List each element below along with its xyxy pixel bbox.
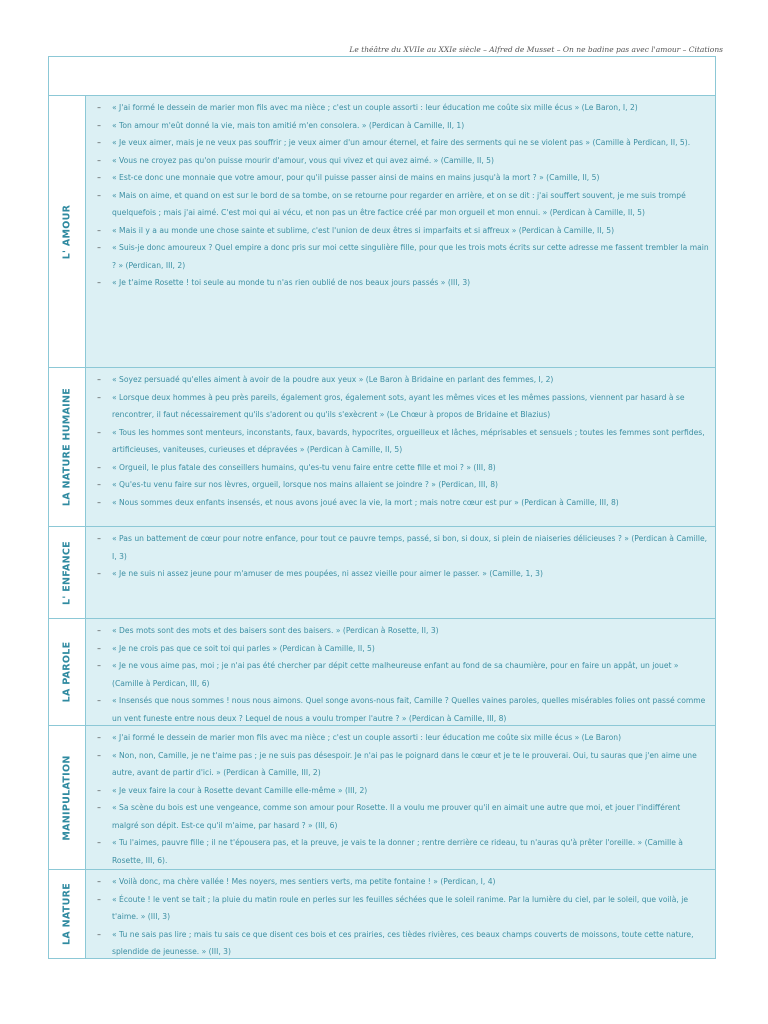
quote-text: « Je ne suis ni assez jeune pour m'amuser de mes poupées, ni assez vieille pour aimer le passer. » (Camille, 1, 3) — [112, 569, 543, 578]
quote-text: « Je veux aimer, mais je ne veux pas souffrir ; je veux aimer d'un amour éternel, et faire des serments qui ne se violent pas » (Camille à Perdican, II, 5). — [112, 138, 691, 147]
quote-text: « Tu l'aimes, pauvre fille ; il ne t'épousera pas, et la preuve, je vais te la donner ; rentre derrière ce rideau, tu n'auras qu'à prêter l'oreille. » (Camille à Rosette, III, 6). — [112, 838, 683, 865]
section-nature — [49, 870, 715, 958]
quote-list — [86, 530, 709, 583]
quote-list — [86, 729, 709, 869]
quote-list — [86, 371, 709, 511]
list-item: – « Écoute ! le vent se tait ; la pluie du matin roule en perles sur les feuilles séchées que le soleil ranime. Par la lumière du ciel, par le soleil, que voilà, je t'aime. » (III, 3) — [86, 891, 709, 926]
quote-text: « Qu'es-tu venu faire sur nos lèvres, orgueil, lorsque nos mains allaient se joindre ? » (Perdican, III, 8) — [112, 480, 498, 489]
section-manipulation — [49, 726, 715, 870]
quote-text: « J'ai formé le dessein de marier mon fils avec ma nièce ; c'est un couple assorti : leur éducation me coûte six mille écus » (Le Baron) — [112, 733, 622, 742]
quote-text: « Pas un battement de cœur pour notre enfance, pour tout ce pauvre temps, passé, si bon, si doux, si plein de niaiseries délicieuses ? » (Perdican à Camille, I, 3) — [112, 534, 708, 561]
list-item: – « Pas un battement de cœur pour notre enfance, pour tout ce pauvre temps, passé, si bon, si doux, si plein de niaiseries délicieuses ? » (Perdican à Camille, I, 3) — [86, 530, 709, 565]
theme-label: L' AMOUR — [61, 204, 73, 259]
list-item: – « Je t'aime Rosette ! toi seule au monde tu n'as rien oublié de nos beaux jours passés » (III, 3) — [86, 274, 709, 292]
quotes-table — [48, 56, 716, 959]
quote-text: « Non, non, Camille, je ne t'aime pas ; je ne suis pas désespoir. Je n'ai pas le poignard dans le cœur et je te le prouverai. Oui, tu sauras que j'en aime une autre, avant de partir d'ici. » (Perdican à Camille, III, 2) — [112, 750, 697, 777]
quote-text: « Est-ce donc une monnaie que votre amour, pour qu'il puisse passer ainsi de mains en mains jusqu'à la mort ? » (Camille, II, 5) — [112, 173, 600, 182]
quote-text: « J'ai formé le dessein de marier mon fils avec ma nièce ; c'est un couple assorti : leur éducation me coûte six mille écus » (Le Baron, I, 2) — [112, 103, 638, 112]
list-item: – « Ton amour m'eût donné la vie, mais ton amitié m'en consolera. » (Perdican à Camille, II, 1) — [86, 117, 709, 135]
list-item: – « Suis-je donc amoureux ? Quel empire a donc pris sur moi cette singulière fille, pour que les trois mots écrits sur cette adresse me fassent trembler la main ? » (Perdican, III, 2) — [86, 239, 709, 274]
list-item: – « Tous les hommes sont menteurs, inconstants, faux, bavards, hypocrites, orgueilleux et lâches, méprisables et sensuels ; toutes les femmes sont perfides, artificieuses, vaniteuses, curieuses et dépravées » (Perdican à Camille, II, 5) — [86, 424, 709, 459]
list-item: – « Tu l'aimes, pauvre fille ; il ne t'épousera pas, et la preuve, je vais te la donner ; rentre derrière ce rideau, tu n'auras qu'à prêter l'oreille. » (Camille à Rosette, III, 6). — [86, 834, 709, 869]
list-item: – « Mais on aime, et quand on est sur le bord de sa tombe, on se retourne pour regarder en arrière, et on se dit : j'ai souffert souvent, je me suis trompé quelquefois ; mais j'ai aimé. C'est moi qui ai vécu, et non pas un être factice créé par mon orgueil et mon ennui. » (Perdican à Camille, II, 5) — [86, 187, 709, 222]
list-item: – « Tu ne sais pas lire ; mais tu sais ce que disent ces bois et ces prairies, ces tièdes rivières, ces beaux champs couverts de moissons, toute cette nature, splendide de jeunesse. » (III, 3) — [86, 926, 709, 961]
list-item: – « Orgueil, le plus fatale des conseillers humains, qu'es-tu venu faire entre cette fille et moi ? » (III, 8) — [86, 459, 709, 477]
section-nature-humaine — [49, 368, 715, 527]
quote-text: « Je ne crois pas que ce soit toi qui parles » (Perdican à Camille, II, 5) — [112, 643, 375, 653]
theme-label: LA NATURE HUMAINE — [61, 387, 73, 507]
quote-text: « Tous les hommes sont menteurs, inconstants, faux, bavards, hypocrites, orgueilleux et lâches, méprisables et sensuels ; toutes les femmes sont perfides, artificieuses, vaniteuses, curieuses et dépravées » (Perdican à Camille, II, 5) — [112, 427, 705, 454]
list-item: – « Qu'es-tu venu faire sur nos lèvres, orgueil, lorsque nos mains allaient se joindre ? » (Perdican, III, 8) — [86, 476, 709, 494]
theme-cell — [49, 96, 86, 367]
quote-text: « Lorsque deux hommes à peu près pareils, également gros, également sots, ayant les mêmes vices et les mêmes passions, viennent par hasard à se rencontrer, il faut nécessairement qu'ils s'adorent ou qu'ils s'exècrent » (Le Chœur à propos de Bridaine et Blazius) — [112, 392, 685, 419]
section-parole — [49, 619, 715, 726]
theme-cell — [49, 368, 86, 526]
list-item: – « Nous sommes deux enfants insensés, et nous avons joué avec la vie, la mort ; mais notre cœur est pur » (Perdican à Camille, III, 8) — [86, 494, 709, 512]
quote-text: « Voilà donc, ma chère vallée ! Mes noyers, mes sentiers verts, ma petite fontaine ! » (Perdican, I, 4) — [112, 877, 496, 886]
theme-cell — [49, 619, 86, 725]
quote-text: « Je t'aime Rosette ! toi seule au monde tu n'as rien oublié de nos beaux jours passés » (III, 3) — [112, 278, 471, 287]
theme-cell — [49, 726, 86, 869]
list-item: – « Voilà donc, ma chère vallée ! Mes noyers, mes sentiers verts, ma petite fontaine ! » (Perdican, I, 4) — [86, 873, 709, 891]
quote-text: « Mais on aime, et quand on est sur le bord de sa tombe, on se retourne pour regarder en arrière, et on se dit : j'ai souffert souvent, je me suis trompé quelquefois ; mais j'ai aimé. C'est moi qui ai vécu, et non pas un être factice créé par mon orgueil et mon ennui. » (Perdican à Camille, II, 5) — [112, 190, 686, 217]
list-item: – « Soyez persuadé qu'elles aiment à avoir de la poudre aux yeux » (Le Baron à Bridaine en parlant des femmes, I, 2) — [86, 371, 709, 389]
list-item: – « Lorsque deux hommes à peu près pareils, également gros, également sots, ayant les mêmes vices et les mêmes passions, viennent par hasard à se rencontrer, il faut nécessairement qu'ils s'adorent ou qu'ils s'exècrent » (Le Chœur à propos de Bridaine et Blazius) — [86, 389, 709, 424]
list-item: – « J'ai formé le dessein de marier mon fils avec ma nièce ; c'est un couple assorti : leur éducation me coûte six mille écus » (Le Baron, I, 2) — [86, 99, 709, 117]
quote-text: « Je veux faire la cour à Rosette devant Camille elle-même » (III, 2) — [112, 785, 368, 795]
quote-text: « Mais il y a au monde une chose sainte et sublime, c'est l'union de deux êtres si imparfaits et si affreux » (Perdican à Camille, II, 5) — [112, 225, 615, 235]
list-item: – « Insensés que nous sommes ! nous nous aimons. Quel songe avons-nous fait, Camille ? Quelles vaines paroles, quelles misérables folies ont passé comme un vent funeste entre nous deux ? Lequel de nous a voulu tromper l'autre ? » (Perdican à Camille, III, 8) — [86, 692, 709, 727]
list-item: – « Je veux aimer, mais je ne veux pas souffrir ; je veux aimer d'un amour éternel, et faire des serments qui ne se violent pas » (Camille à Perdican, II, 5). — [86, 134, 709, 152]
quote-text: « Suis-je donc amoureux ? Quel empire a donc pris sur moi cette singulière fille, pour que les trois mots écrits sur cette adresse me fassent trembler la main ? » (Perdican, III, 2) — [112, 243, 709, 270]
theme-label: MANIPULATION — [61, 754, 73, 841]
list-item: – « Je ne crois pas que ce soit toi qui parles » (Perdican à Camille, II, 5) — [86, 640, 709, 658]
theme-cell — [49, 527, 86, 618]
quote-list — [86, 99, 709, 292]
list-item: – « J'ai formé le dessein de marier mon fils avec ma nièce ; c'est un couple assorti : leur éducation me coûte six mille écus » (Le Baron) — [86, 729, 709, 747]
list-item: – « Je ne suis ni assez jeune pour m'amuser de mes poupées, ni assez vieille pour aimer le passer. » (Camille, 1, 3) — [86, 565, 709, 583]
quote-text: « Sa scène du bois est une vengeance, comme son amour pour Rosette. Il a voulu me prouver qu'il en aimait une autre que moi, et jouer l'indifférent malgré son dépit. Est-ce qu'il m'aime, par hasard ? » (III, 6) — [112, 803, 681, 830]
list-item: – « Mais il y a au monde une chose sainte et sublime, c'est l'union de deux êtres si imparfaits et si affreux » (Perdican à Camille, II, 5) — [86, 222, 709, 240]
section-amour — [49, 96, 715, 368]
quote-text: « Vous ne croyez pas qu'on puisse mourir d'amour, vous qui vivez et qui avez aimé. » (Camille, II, 5) — [112, 155, 494, 165]
quote-list — [86, 873, 709, 961]
quote-text: « Ton amour m'eût donné la vie, mais ton amitié m'en consolera. » (Perdican à Camille, II, 1) — [112, 120, 465, 130]
quote-text: « Insensés que nous sommes ! nous nous aimons. Quel songe avons-nous fait, Camille ? Quelles vaines paroles, quelles misérables folies ont passé comme un vent funeste entre nous deux ? Lequel de nous a voulu tromper l'autre ? » (Perdican à Camille, III, 8) — [112, 696, 706, 723]
title-box — [49, 57, 715, 96]
list-item: – « Vous ne croyez pas qu'on puisse mourir d'amour, vous qui vivez et qui avez aimé. » (Camille, II, 5) — [86, 152, 709, 170]
list-item: – « Je veux faire la cour à Rosette devant Camille elle-même » (III, 2) — [86, 782, 709, 800]
section-enfance — [49, 527, 715, 619]
quote-list — [86, 622, 709, 727]
list-item: – « Des mots sont des mots et des baisers sont des baisers. » (Perdican à Rosette, II, 3) — [86, 622, 709, 640]
theme-label: LA PAROLE — [61, 641, 73, 703]
list-item: – « Sa scène du bois est une vengeance, comme son amour pour Rosette. Il a voulu me prouver qu'il en aimait une autre que moi, et jouer l'indifférent malgré son dépit. Est-ce qu'il m'aime, par hasard ? » (III, 6) — [86, 799, 709, 834]
quote-text: « Tu ne sais pas lire ; mais tu sais ce que disent ces bois et ces prairies, ces tièdes rivières, ces beaux champs couverts de moissons, toute cette nature, splendide de jeunesse. » (III, 3) — [112, 929, 694, 956]
list-item: – « Non, non, Camille, je ne t'aime pas ; je ne suis pas désespoir. Je n'ai pas le poignard dans le cœur et je te le prouverai. Oui, tu sauras que j'en aime une autre, avant de partir d'ici. » (Perdican à Camille, III, 2) — [86, 747, 709, 782]
quote-text: « Orgueil, le plus fatale des conseillers humains, qu'es-tu venu faire entre cette fille et moi ? » (III, 8) — [112, 462, 496, 472]
list-item: – « Je ne vous aime pas, moi ; je n'ai pas été chercher par dépit cette malheureuse enfant au fond de sa chaumière, pour en faire un appât, un jouet » (Camille à Perdican, III, 6) — [86, 657, 709, 692]
theme-label: L' ENFANCE — [61, 540, 73, 605]
quote-text: « Nous sommes deux enfants insensés, et nous avons joué avec la vie, la mort ; mais notre cœur est pur » (Perdican à Camille, III, 8) — [112, 497, 619, 507]
list-item: – « Est-ce donc une monnaie que votre amour, pour qu'il puisse passer ainsi de mains en mains jusqu'à la mort ? » (Camille, II, 5) — [86, 169, 709, 187]
theme-cell — [49, 870, 86, 958]
theme-label: LA NATURE — [61, 883, 73, 945]
page-header: Le théâtre du XVIIe au XXIe siècle – Alfred de Musset – On ne badine pas avec l'amour – Citations — [349, 45, 723, 54]
quote-text: « Je ne vous aime pas, moi ; je n'ai pas été chercher par dépit cette malheureuse enfant au fond de sa chaumière, pour en faire un appât, un jouet » (Camille à Perdican, III, 6) — [112, 661, 679, 688]
quote-text: « Soyez persuadé qu'elles aiment à avoir de la poudre aux yeux » (Le Baron à Bridaine en parlant des femmes, I, 2) — [112, 375, 554, 384]
quote-text: « Écoute ! le vent se tait ; la pluie du matin roule en perles sur les feuilles séchées que le soleil ranime. Par la lumière du ciel, par le soleil, que voilà, je t'aime. » (III, 3) — [112, 894, 689, 921]
quote-text: « Des mots sont des mots et des baisers sont des baisers. » (Perdican à Rosette, II, 3) — [112, 626, 439, 635]
